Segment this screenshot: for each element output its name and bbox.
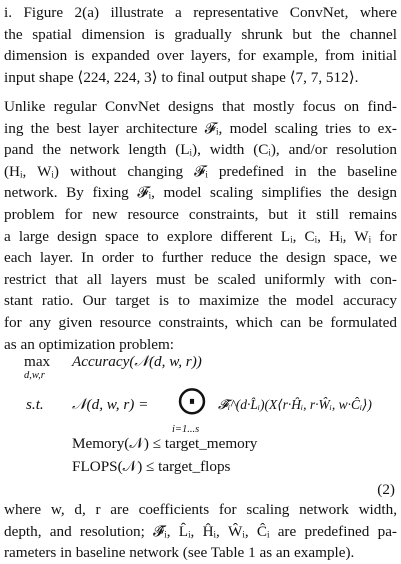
text-line: for any given resource constraints, which can be formulated (4, 313, 397, 331)
text-line: Unlike regular ConvNet designs that mostly focus on find- (4, 98, 397, 115)
text-line: input shape ⟨224, 224, 3⟩ to final output shape ⟨7, 7, 512⟩. (4, 68, 359, 86)
text-line: pand the network length (Lᵢ), width (Cᵢ), and/or resolution (4, 141, 397, 159)
equation-number: (2) (377, 481, 395, 498)
odot-operator: ⨀ (178, 385, 206, 416)
text-line: as an optimization problem: (4, 335, 174, 353)
memory-constraint: Memory(𝒩) ≤ target_memory (72, 435, 258, 452)
text-line: (Hᵢ, Wᵢ) without changing 𝓕ᵢ predefined in the baseline (4, 162, 397, 180)
max-operator: max (24, 353, 51, 370)
network-definition-lhs: 𝒩(d, w, r) = (72, 396, 149, 413)
objective-expression: Accuracy(𝒩(d, w, r)) (72, 353, 202, 370)
paragraph-coefficients (4, 499, 397, 564)
text-line: depth, and resolution; 𝓕̂ᵢ, L̂ᵢ, Ĥᵢ, Ŵᵢ, Ĉᵢ are predefined pa- (4, 522, 397, 540)
text-line: network. By fixing 𝓕ᵢ, model scaling simplifies the design (4, 184, 397, 202)
text-line: i. Figure 2(a) illustrate a representative ConvNet, where (4, 4, 397, 21)
paragraph-model-scaling (4, 96, 397, 355)
subject-to-label: s.t. (26, 396, 44, 413)
max-subscript: d,w,r (24, 370, 45, 381)
odot-subscript: i=1...s (172, 424, 200, 435)
text-line: the spatial dimension is gradually shrunk but the channel (4, 25, 397, 43)
text-line: ing the best layer architecture 𝓕ᵢ, model scaling tries to ex- (4, 119, 397, 137)
text-line: stant ratio. Our target is to maximize the model accuracy (4, 292, 397, 310)
text-line: dimension is expanded over layers, for example, from initial (4, 47, 397, 65)
paragraph-intro (4, 2, 397, 88)
text-line: rameters in baseline network (see Table 1 as an example). (4, 544, 355, 562)
text-line: restrict that all layers must be scaled uniformly with con- (4, 270, 397, 288)
text-line: problem for new resource constraints, but it still remains (4, 205, 397, 223)
text-line: each layer. In order to further reduce the design space, we (4, 249, 397, 267)
network-definition-rhs: 𝓕̂ᵢ^(d·L̂ᵢ)(X⟨r·Ĥᵢ, r·Ŵᵢ, w·Ĉᵢ⟩) (218, 397, 372, 412)
text-line: where w, d, r are coefficients for scaling network width, (4, 501, 397, 518)
flops-constraint: FLOPS(𝒩) ≤ target_flops (72, 458, 231, 475)
text-line: a large design space to explore different Lᵢ, Cᵢ, Hᵢ, Wᵢ for (4, 227, 397, 245)
